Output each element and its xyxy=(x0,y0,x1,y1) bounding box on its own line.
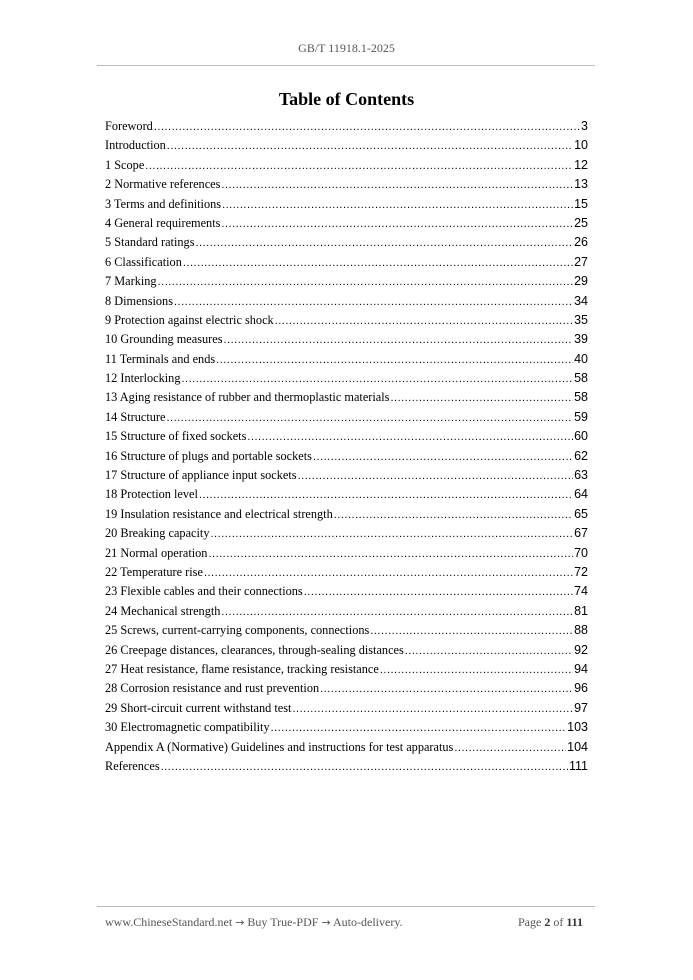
toc-dot-leader xyxy=(174,293,573,312)
buy-pdf-link[interactable]: Buy True-PDF xyxy=(247,915,319,929)
toc-entry[interactable] xyxy=(105,485,588,504)
toc-entry[interactable] xyxy=(105,563,588,582)
toc-dot-leader xyxy=(222,196,573,215)
toc-dot-leader xyxy=(313,448,573,467)
toc-dot-leader xyxy=(454,739,566,758)
toc-entry-page: 40 xyxy=(574,351,588,366)
site-link[interactable]: www.ChineseStandard.net xyxy=(105,915,233,929)
toc-entry-label: Foreword xyxy=(105,119,153,133)
toc-entry[interactable] xyxy=(105,369,588,388)
toc-entry-page: 63 xyxy=(574,468,588,483)
toc-entry[interactable] xyxy=(105,233,588,252)
toc-entry[interactable] xyxy=(105,136,588,155)
toc-entry-page: 65 xyxy=(574,506,588,521)
toc-entry-label: 24 Mechanical strength xyxy=(105,603,221,618)
toc-entry[interactable] xyxy=(105,427,588,446)
toc-entry-label: 9 Protection against electric shock xyxy=(105,312,274,327)
total-pages: 111 xyxy=(566,915,583,929)
toc-entry-page: 94 xyxy=(574,661,588,676)
toc-dot-leader xyxy=(154,118,580,137)
toc-dot-leader xyxy=(216,351,573,370)
toc-entry-label: 11 Terminals and ends xyxy=(105,351,216,366)
toc-entry-page: 74 xyxy=(574,584,588,599)
toc-dot-leader xyxy=(271,719,567,738)
toc-entry[interactable] xyxy=(105,466,588,485)
footer-divider xyxy=(97,906,595,907)
toc-entry-label: 14 Structure xyxy=(105,409,166,424)
toc-entry[interactable] xyxy=(105,679,588,698)
toc-entry-page: 92 xyxy=(574,642,588,657)
toc-entry[interactable] xyxy=(105,718,588,737)
toc-entry[interactable] xyxy=(105,253,588,272)
toc-entry[interactable] xyxy=(105,175,588,194)
toc-entry[interactable] xyxy=(105,757,588,776)
page-indicator xyxy=(518,915,583,930)
toc-entry-page: 81 xyxy=(574,603,588,618)
toc-entry[interactable] xyxy=(105,738,588,757)
toc-entry-label: 1 Scope xyxy=(105,157,145,172)
toc-dot-leader xyxy=(320,680,573,699)
toc-entry[interactable] xyxy=(105,544,588,563)
toc-entry-page: 39 xyxy=(574,332,588,347)
toc-entry-page: 111 xyxy=(568,758,588,773)
toc-entry-page: 12 xyxy=(574,157,588,172)
toc-entry-label: 12 Interlocking xyxy=(105,371,181,386)
table-of-contents xyxy=(105,117,588,776)
toc-entry-label: 16 Structure of plugs and portable sockets xyxy=(105,448,312,463)
toc-entry-page: 96 xyxy=(574,681,588,696)
toc-entry-page: 15 xyxy=(574,196,588,211)
toc-entry-page: 59 xyxy=(574,409,588,424)
toc-entry[interactable] xyxy=(105,214,588,233)
toc-entry-page: 58 xyxy=(574,371,588,386)
toc-dot-leader xyxy=(158,273,574,292)
toc-dot-leader xyxy=(161,758,568,777)
toc-entry-page: 64 xyxy=(574,487,588,502)
toc-dot-leader xyxy=(221,215,573,234)
toc-entry-label: 4 General requirements xyxy=(105,215,221,230)
toc-entry-label: 6 Classification xyxy=(105,254,182,269)
toc-entry-page: 60 xyxy=(574,429,588,444)
toc-entry-label: 27 Heat resistance, flame resistance, tracking resistance xyxy=(105,661,379,676)
toc-entry-label: 26 Creepage distances, clearances, through-sealing distances xyxy=(105,642,404,657)
toc-entry-page: 13 xyxy=(574,177,588,192)
toc-entry[interactable] xyxy=(105,621,588,640)
toc-dot-leader xyxy=(292,700,573,719)
toc-entry-page: 104 xyxy=(567,739,588,754)
header-divider xyxy=(97,65,595,66)
toc-dot-leader xyxy=(181,370,573,389)
toc-entry-page: 25 xyxy=(574,215,588,230)
toc-entry[interactable] xyxy=(105,660,588,679)
toc-dot-leader xyxy=(145,157,573,176)
toc-entry-label: 8 Dimensions xyxy=(105,293,173,308)
page-word: Page xyxy=(517,915,542,929)
toc-entry-page: 103 xyxy=(567,720,588,735)
toc-entry[interactable] xyxy=(105,388,588,407)
toc-entry-label: 30 Electromagnetic compatibility xyxy=(105,720,270,735)
toc-dot-leader xyxy=(166,409,573,428)
toc-entry-label: 22 Temperature rise xyxy=(105,564,203,579)
toc-entry-label: Appendix A (Normative) Guidelines and instructions for test apparatus xyxy=(105,739,454,754)
toc-entry-label: 28 Corrosion resistance and rust prevention xyxy=(105,681,320,696)
toc-dot-leader xyxy=(210,525,573,544)
toc-entry-label: Introduction xyxy=(105,138,166,153)
toc-entry[interactable] xyxy=(105,117,588,136)
toc-entry[interactable] xyxy=(105,524,588,543)
footer-links xyxy=(105,915,403,930)
toc-entry[interactable] xyxy=(105,292,588,311)
toc-dot-leader xyxy=(221,176,573,195)
toc-entry-page: 88 xyxy=(574,623,588,638)
toc-entry-label: 21 Normal operation xyxy=(105,545,208,560)
toc-entry[interactable] xyxy=(105,602,588,621)
arrow-icon: → xyxy=(321,916,331,929)
toc-dot-leader xyxy=(223,331,573,350)
toc-entry-label: 17 Structure of appliance input sockets xyxy=(105,468,297,483)
toc-entry[interactable] xyxy=(105,699,588,718)
toc-entry-page: 58 xyxy=(574,390,588,405)
toc-entry-label: 25 Screws, current-carrying components, connections xyxy=(105,623,370,638)
toc-entry-label: 15 Structure of fixed sockets xyxy=(105,429,247,444)
toc-entry[interactable] xyxy=(105,582,588,601)
toc-dot-leader xyxy=(183,254,573,273)
toc-entry[interactable] xyxy=(105,195,588,214)
toc-dot-leader xyxy=(370,622,573,641)
toc-entry-page: 97 xyxy=(574,700,588,715)
toc-entry-page: 62 xyxy=(574,448,588,463)
toc-entry-label: 19 Insulation resistance and electrical strength xyxy=(105,506,333,521)
toc-dot-leader xyxy=(304,583,573,602)
page-title: Table of Contents xyxy=(278,89,415,109)
toc-entry[interactable] xyxy=(105,505,588,524)
toc-entry-page: 10 xyxy=(574,138,588,153)
auto-delivery-text: Auto-delivery. xyxy=(333,915,403,929)
toc-entry[interactable] xyxy=(105,156,588,175)
toc-entry-label: 29 Short-circuit current withstand test xyxy=(105,700,292,715)
toc-entry[interactable] xyxy=(105,350,588,369)
toc-entry[interactable] xyxy=(105,641,588,660)
toc-entry[interactable] xyxy=(105,272,588,291)
toc-dot-leader xyxy=(204,564,573,583)
document-header: GB/T 11918.1-2025 xyxy=(298,41,395,55)
toc-entry-label: 10 Grounding measures xyxy=(105,332,223,347)
toc-entry-page: 70 xyxy=(574,545,588,560)
toc-entry[interactable] xyxy=(105,311,588,330)
toc-entry-label: 23 Flexible cables and their connections xyxy=(105,584,303,599)
toc-entry-page: 72 xyxy=(574,564,588,579)
toc-dot-leader xyxy=(199,486,573,505)
toc-entry[interactable] xyxy=(105,447,588,466)
toc-entry-label: 3 Terms and definitions xyxy=(105,196,222,211)
toc-dot-leader xyxy=(334,506,573,525)
toc-entry-label: 18 Protection level xyxy=(105,487,198,502)
current-page-number: 2 xyxy=(544,915,551,929)
toc-entry-page: 35 xyxy=(574,312,588,327)
toc-entry-page: 3 xyxy=(581,119,588,133)
toc-entry-label: References xyxy=(105,758,160,773)
toc-entry-label: 2 Normative references xyxy=(105,177,221,192)
toc-dot-leader xyxy=(298,467,574,486)
toc-dot-leader xyxy=(247,428,573,447)
toc-entry-label: 7 Marking xyxy=(105,274,157,289)
toc-entry-page: 34 xyxy=(574,293,588,308)
of-word: of xyxy=(553,915,564,929)
toc-dot-leader xyxy=(195,234,573,253)
toc-entry[interactable] xyxy=(105,408,588,427)
toc-entry-page: 27 xyxy=(574,254,588,269)
toc-dot-leader xyxy=(275,312,573,331)
toc-entry-page: 26 xyxy=(574,235,588,250)
toc-dot-leader xyxy=(380,661,573,680)
toc-entry-page: 67 xyxy=(574,526,588,541)
toc-entry[interactable] xyxy=(105,330,588,349)
toc-dot-leader xyxy=(405,642,573,661)
toc-dot-leader xyxy=(221,603,573,622)
toc-dot-leader xyxy=(167,137,573,156)
toc-entry-label: 13 Aging resistance of rubber and thermoplastic materials xyxy=(105,390,390,405)
toc-entry-label: 20 Breaking capacity xyxy=(105,526,210,541)
toc-dot-leader xyxy=(390,389,573,408)
toc-entry-label: 5 Standard ratings xyxy=(105,235,195,250)
toc-dot-leader xyxy=(208,545,573,564)
toc-entry-page: 29 xyxy=(574,274,588,289)
arrow-icon: → xyxy=(235,916,245,929)
